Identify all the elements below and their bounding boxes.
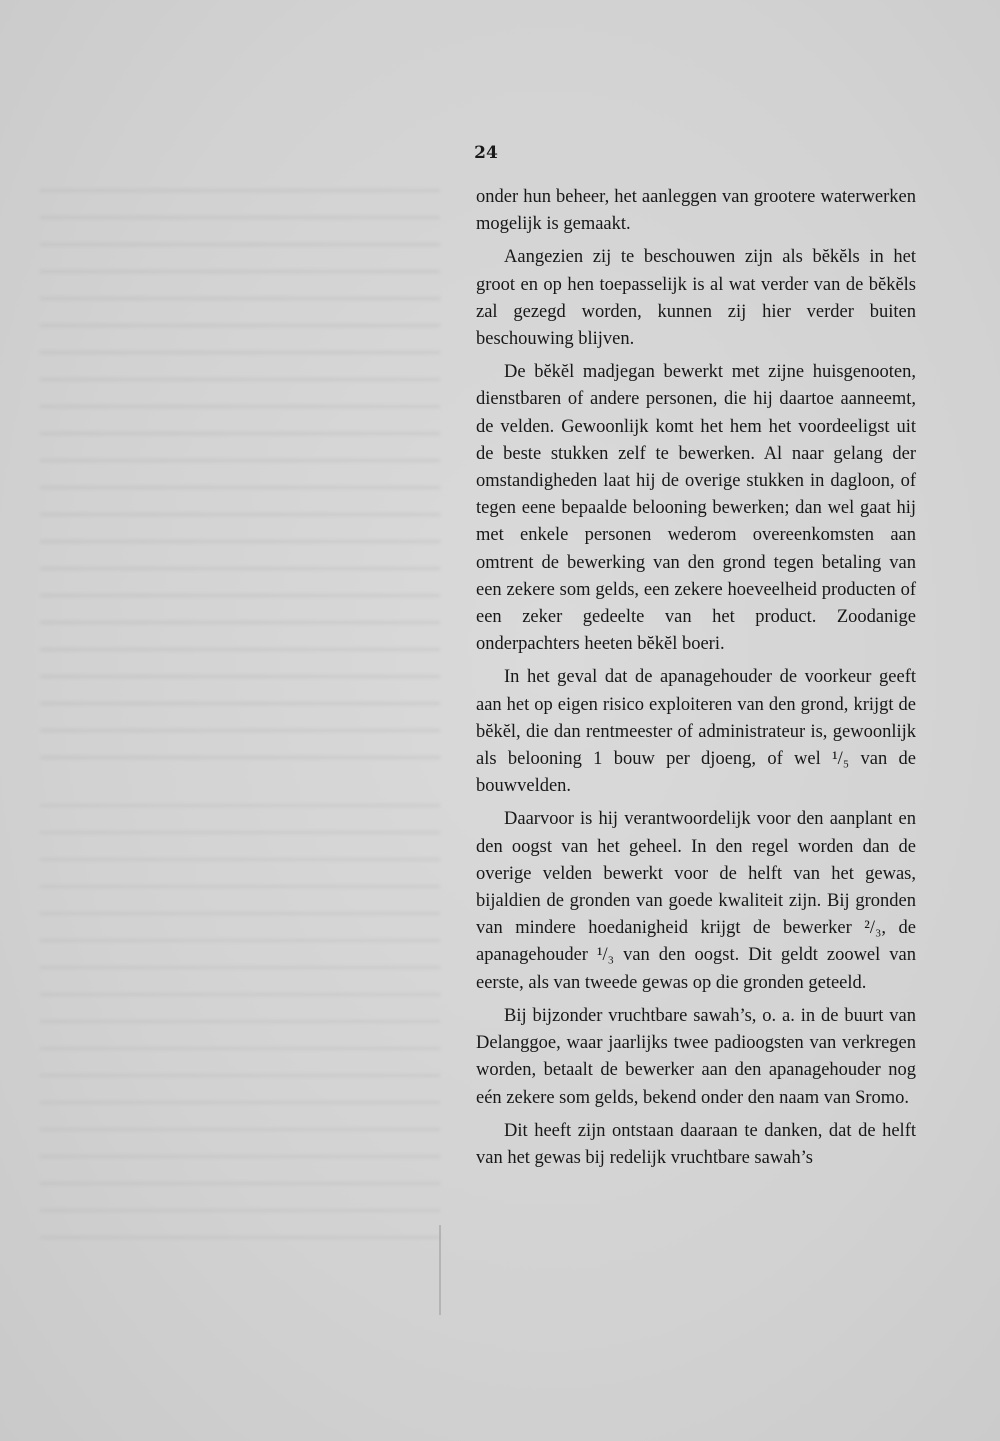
body-text-column [476,184,916,1178]
paragraph: In het geval dat de apanagehouder de voorkeur geeft aan het op eigen risico exploiteren van den grond, krijgt de bĕkĕl, die dan rentmeester of administrateur is, gewoonlijk als belooning 1 bouw per djoeng, of wel ¹/₅ van de bouwvelden. [476,667,916,797]
show-through-text-lower [40,790,440,1240]
page-crease [439,1225,441,1315]
paragraph: Aangezien zij te beschouwen zijn als bĕkĕls in het groot en op hen toepasselijk is al wat verder van de bĕkĕls zal gezegd worden, kunnen zij hier verder buiten beschouwing blijven. [476,247,916,350]
paragraph: Dit heeft zijn ontstaan daaraan te danken, dat de helft van het gewas bij redelijk vruchtbare sawah’s [476,1120,916,1168]
paragraph-continuation: onder hun beheer, het aanleggen van grootere waterwerken mogelijk is gemaakt. [476,187,916,235]
paragraph: Daarvoor is hij verantwoordelijk voor den aanplant en den oogst van het geheel. In den regel worden dan de overige velden bewerkt voor de helft van het gewas, bijaldien de gronden van goede kwaliteit zijn. Bij gronden van mindere hoedanigheid krijgt de bewerker ²/₃, de apanagehouder ¹/₃ van den oogst. Dit geldt zoowel van eerste, als van tweede gewas op die gronden geteeld. [476,809,916,993]
paragraph: Bij bijzonder vruchtbare sawah’s, o. a. in de buurt van Delanggoe, waar jaarlijks twee padioogsten van verkregen worden, betaalt de bewerker aan den apanagehouder nog eén zekere som gelds, bekend onder den naam van Sromo. [476,1005,916,1108]
page-number: 24 [474,143,498,163]
show-through-text-upper [40,175,440,775]
paragraph: De bĕkĕl madjegan bewerkt met zijne huisgenooten, dienstbaren of andere personen, die hij daartoe aanneemt, de velden. Gewoonlijk komt het hem het voordeeligst uit de beste stukken zelf te bewerken. Al naar gelang der omstandigheden laat hij de overige stukken in dagloon, of tegen eene bepaalde belooning bewerken; dan wel gaat hij met enkele personen wederom overeenkomsten aan omtrent de bewerking van den grond tegen betaling van een zekere som gelds, een zekere hoeveelheid producten of een zeker gedeelte van het product. Zoodanige onderpachters heeten bĕkĕl boeri. [476,362,916,655]
